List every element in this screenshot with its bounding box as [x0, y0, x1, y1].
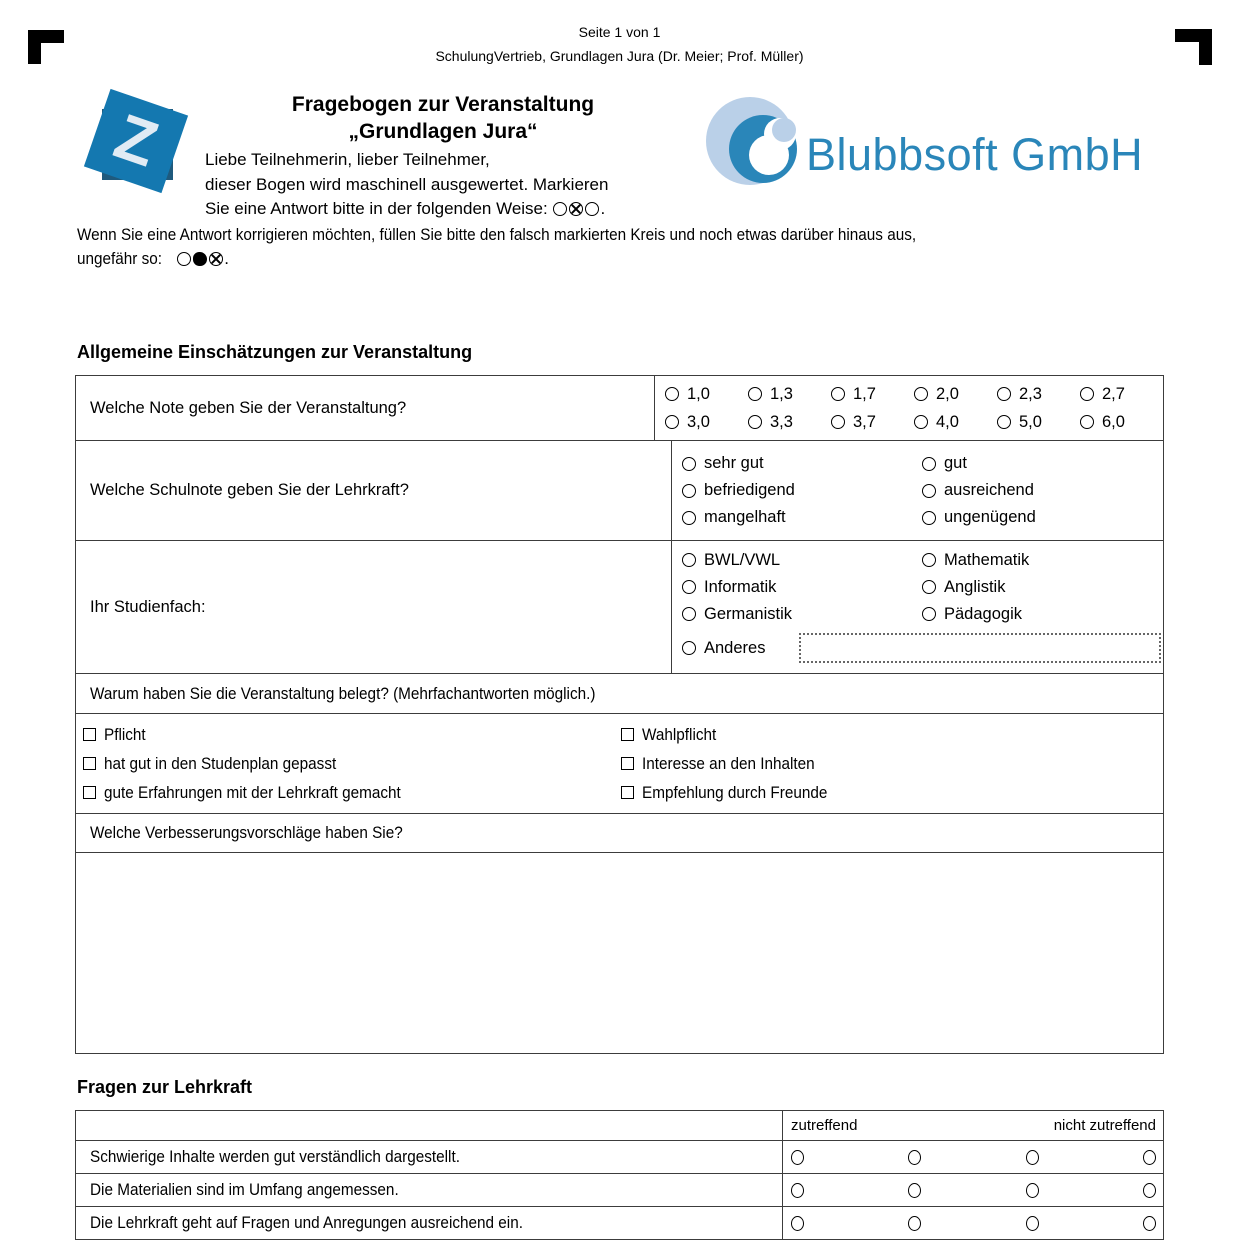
grade-option: 1,7 — [831, 385, 914, 404]
crossed-circle-mark-icon — [209, 252, 223, 266]
grade-option: 2,7 — [1080, 385, 1163, 404]
radio-statement1-scale3[interactable] — [1026, 1150, 1039, 1165]
form-title-line1: Fragebogen zur Veranstaltung — [291, 93, 595, 116]
correction-note: Wenn Sie eine Antwort korrigieren möchten, füllen Sie bitte den falsch markierten Kreis und noch etwas darüber hinaus aus, ungefähr so: . — [77, 223, 1009, 271]
radio-statement2-scale4[interactable] — [1143, 1183, 1156, 1198]
table-row — [76, 714, 1163, 814]
checkbox-pflicht[interactable] — [83, 728, 96, 741]
table-row — [76, 674, 1163, 714]
grade-option: 1,0 — [665, 385, 748, 404]
teacher-grade-option: sehr gut — [682, 454, 922, 473]
radio-germanistik[interactable] — [682, 607, 696, 621]
form-title — [213, 91, 673, 145]
grade-option: 3,3 — [748, 413, 831, 432]
radio-sehr-gut[interactable] — [682, 457, 696, 471]
teacher-grade-option: gut — [922, 454, 1163, 473]
radio-grade-1-7[interactable] — [831, 387, 845, 401]
rating-row — [76, 1207, 1163, 1240]
grade-option: 4,0 — [914, 413, 997, 432]
radio-befriedigend[interactable] — [682, 484, 696, 498]
reason-question-label: Warum haben Sie die Veranstaltung belegt? (Mehrfachantworten möglich.) — [90, 683, 596, 703]
radio-grade-2-3[interactable] — [997, 387, 1011, 401]
intro-line1: Liebe Teilnehmerin, lieber Teilnehmer, — [205, 150, 490, 169]
grade-option: 6,0 — [1080, 413, 1163, 432]
reason-option: Interesse an den Inhalten — [621, 754, 1163, 774]
table-row — [76, 441, 1163, 541]
radio-ausreichend[interactable] — [922, 484, 936, 498]
grade-option: 2,0 — [914, 385, 997, 404]
radio-grade-4-0[interactable] — [914, 415, 928, 429]
scale-label-right: nicht zutreffend — [1053, 1117, 1156, 1134]
teacher-grade-option: befriedigend — [682, 481, 922, 500]
subject-option: Pädagogik — [922, 605, 1163, 624]
radio-statement1-scale2[interactable] — [908, 1150, 921, 1165]
radio-grade-3-0[interactable] — [665, 415, 679, 429]
empty-circle-mark-icon — [177, 252, 191, 266]
rating-header-empty-cell — [76, 1111, 783, 1140]
checkbox-wahlpflicht[interactable] — [621, 728, 634, 741]
rating-row — [76, 1174, 1163, 1207]
radio-grade-1-3[interactable] — [748, 387, 762, 401]
subject-option: Mathematik — [922, 551, 1163, 570]
grade-option: 1,3 — [748, 385, 831, 404]
statement-label: Schwierige Inhalte werden gut verständlich dargestellt. — [90, 1147, 460, 1166]
subject-option: Anglistik — [922, 578, 1163, 597]
radio-bwl-vwl[interactable] — [682, 553, 696, 567]
table-row — [76, 376, 1163, 441]
crossed-circle-mark-icon — [569, 202, 583, 216]
page-number: Seite 1 von 1 — [578, 24, 661, 40]
grade-option: 2,3 — [997, 385, 1080, 404]
empty-circle-mark-icon — [585, 202, 599, 216]
subject-option: BWL/VWL — [682, 551, 922, 570]
z-logo-icon — [88, 97, 194, 203]
filled-circle-mark-icon — [193, 252, 207, 266]
rating-options — [783, 1207, 1163, 1239]
reason-option: Pflicht — [83, 725, 621, 745]
suggestions-question-label: Welche Verbesserungsvorschläge haben Sie? — [90, 823, 403, 842]
course-header: SchulungVertrieb, Grundlagen Jura (Dr. Meier; Prof. Müller) — [435, 48, 804, 64]
section-heading-teacher: Fragen zur Lehrkraft — [77, 1077, 253, 1097]
radio-ungenuegend[interactable] — [922, 511, 936, 525]
teacher-rating-table — [75, 1110, 1164, 1240]
radio-statement3-scale2[interactable] — [908, 1216, 921, 1231]
grade-option: 3,0 — [665, 413, 748, 432]
radio-grade-3-7[interactable] — [831, 415, 845, 429]
intro-line2: dieser Bogen wird maschinell ausgewertet. Markieren — [205, 174, 609, 194]
z-logo-letter: Z — [106, 99, 167, 180]
rating-scale-header — [783, 1111, 1163, 1140]
teacher-grade-options-cell — [672, 441, 1163, 540]
reason-option: Wahlpflicht — [621, 725, 1163, 745]
correction-line1: Wenn Sie eine Antwort korrigieren möchten, füllen Sie bitte den falsch markierten Kreis und noch etwas darüber hinaus aus, — [77, 225, 917, 244]
intro-line3: Sie eine Antwort bitte in der folgenden Weise: . — [205, 199, 606, 218]
table-row — [76, 853, 1163, 1053]
checkbox-gute-erfahrungen[interactable] — [83, 786, 96, 799]
subject-other-input[interactable] — [799, 633, 1161, 663]
radio-statement2-scale1[interactable] — [791, 1183, 804, 1198]
reason-option: hat gut in den Studenplan gepasst — [83, 754, 621, 774]
form-title-line2: „Grundlagen Jura“ — [348, 120, 538, 143]
radio-statement3-scale3[interactable] — [1026, 1216, 1039, 1231]
grade-option: 3,7 — [831, 413, 914, 432]
checkbox-empfehlung[interactable] — [621, 786, 634, 799]
radio-statement2-scale2[interactable] — [908, 1183, 921, 1198]
radio-statement1-scale1[interactable] — [791, 1150, 804, 1165]
rating-options — [783, 1141, 1163, 1173]
empty-circle-mark-icon — [553, 202, 567, 216]
teacher-grade-option: ungenügend — [922, 508, 1163, 527]
general-questions-table — [75, 375, 1164, 1054]
grade-question-label: Welche Note geben Sie der Veranstaltung? — [76, 376, 655, 440]
teacher-grade-question-label: Welche Schulnote geben Sie der Lehrkraft? — [76, 441, 672, 540]
radio-statement3-scale1[interactable] — [791, 1216, 804, 1231]
scale-label-left: zutreffend — [791, 1117, 858, 1134]
radio-grade-2-0[interactable] — [914, 387, 928, 401]
radio-grade-1-0[interactable] — [665, 387, 679, 401]
reason-option: Empfehlung durch Freunde — [621, 783, 1163, 803]
rating-row — [76, 1141, 1163, 1174]
teacher-grade-option: mangelhaft — [682, 508, 922, 527]
radio-mathematik[interactable] — [922, 553, 936, 567]
radio-statement3-scale4[interactable] — [1143, 1216, 1156, 1231]
statement-label: Die Materialien sind im Umfang angemessen. — [90, 1180, 399, 1199]
company-name: Blubbsoft GmbH — [806, 129, 1144, 180]
reason-option: gute Erfahrungen mit der Lehrkraft gemacht — [83, 783, 621, 803]
intro-text — [205, 148, 608, 222]
checkbox-interesse[interactable] — [621, 757, 634, 770]
radio-mangelhaft[interactable] — [682, 511, 696, 525]
radio-anglistik[interactable] — [922, 580, 936, 594]
statement-label: Die Lehrkraft geht auf Fragen und Anregungen ausreichend ein. — [90, 1213, 523, 1232]
radio-grade-3-3[interactable] — [748, 415, 762, 429]
reason-options-cell — [76, 714, 1163, 813]
section-heading-general: Allgemeine Einschätzungen zur Veranstaltung — [77, 342, 473, 362]
subject-options-cell — [672, 541, 1163, 673]
radio-anderes[interactable] — [682, 641, 696, 655]
radio-grade-2-7[interactable] — [1080, 387, 1094, 401]
subject-option: Informatik — [682, 578, 922, 597]
subject-option: Germanistik — [682, 605, 922, 624]
table-row — [76, 814, 1163, 853]
radio-informatik[interactable] — [682, 580, 696, 594]
grade-option: 5,0 — [997, 413, 1080, 432]
radio-statement1-scale4[interactable] — [1143, 1150, 1156, 1165]
rating-options — [783, 1174, 1163, 1206]
blubbsoft-logo-icon — [705, 97, 802, 192]
radio-gut[interactable] — [922, 457, 936, 471]
rating-header-row — [76, 1111, 1163, 1141]
radio-grade-6-0[interactable] — [1080, 415, 1094, 429]
grade-options-cell — [655, 376, 1163, 440]
radio-paedagogik[interactable] — [922, 607, 936, 621]
checkbox-studenplan[interactable] — [83, 757, 96, 770]
subject-question-label: Ihr Studienfach: — [76, 541, 672, 673]
suggestions-write-in-area[interactable] — [76, 853, 1163, 1050]
radio-grade-5-0[interactable] — [997, 415, 1011, 429]
correction-line2: ungefähr so: — [77, 249, 163, 268]
table-row — [76, 541, 1163, 674]
subject-other-option: Anderes — [682, 633, 1163, 663]
radio-statement2-scale3[interactable] — [1026, 1183, 1039, 1198]
teacher-grade-option: ausreichend — [922, 481, 1163, 500]
